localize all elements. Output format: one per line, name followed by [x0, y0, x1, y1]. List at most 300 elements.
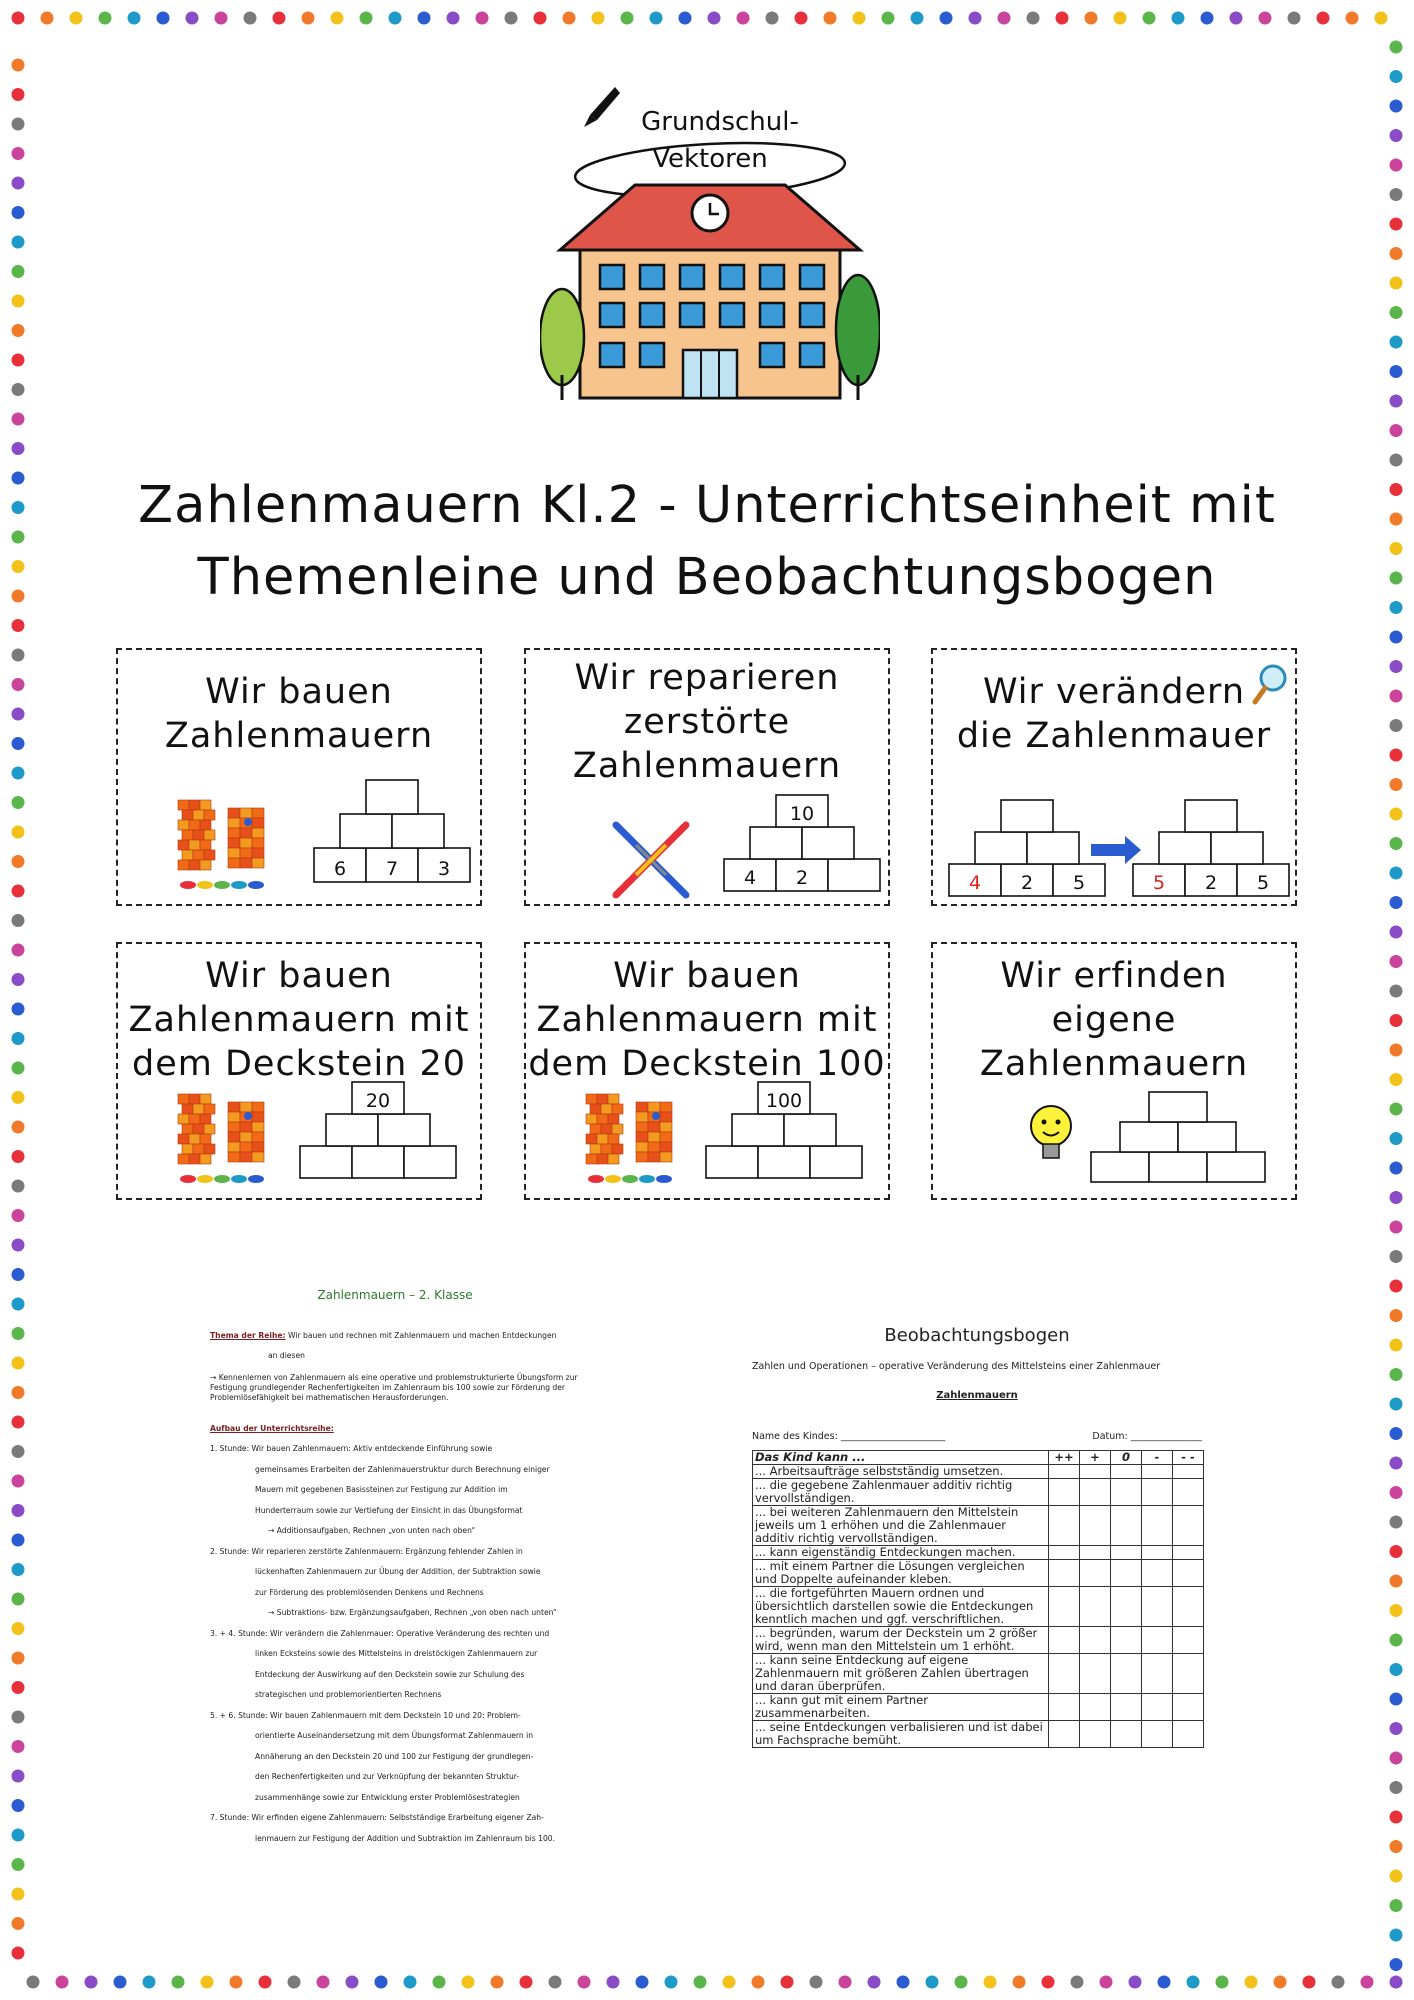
frame-dot	[1390, 926, 1403, 939]
rating-cell	[1111, 1587, 1142, 1627]
card-title-line: Wir erfinden	[1000, 956, 1228, 996]
frame-dot	[12, 472, 25, 485]
frame-dot	[12, 295, 25, 308]
thema-text-2: an diesen	[268, 1351, 305, 1360]
criterion-cell: ... die gegebene Zahlenmauer additiv richtig vervollständigen.	[753, 1479, 1049, 1506]
frame-dot	[1201, 12, 1214, 25]
frame-dot	[1390, 1575, 1403, 1588]
frame-dot	[12, 1357, 25, 1370]
rating-cell	[1142, 1506, 1173, 1546]
rating-cell	[1142, 1721, 1173, 1748]
criterion-cell: ... mit einem Partner die Lösungen vergleichen und Doppelte aufeinander kleben.	[753, 1560, 1049, 1587]
rating-cell	[1049, 1587, 1080, 1627]
frame-dot	[12, 265, 25, 278]
frame-dot	[1390, 1976, 1403, 1989]
lego-figure-icon	[586, 1094, 672, 1183]
frame-dot	[766, 12, 779, 25]
frame-dot	[708, 12, 721, 25]
frame-dot	[1216, 1976, 1229, 1989]
frame-dot	[12, 1386, 25, 1399]
frame-dot	[12, 796, 25, 809]
frame-dot	[462, 1976, 475, 1989]
rating-header: +	[1080, 1451, 1111, 1465]
frame-dot	[1259, 12, 1272, 25]
rating-cell	[1173, 1721, 1204, 1748]
frame-dot	[1390, 1870, 1403, 1883]
rating-cell	[1142, 1479, 1173, 1506]
frame-dot	[12, 767, 25, 780]
rating-cell	[1111, 1654, 1142, 1694]
frame-dot	[940, 12, 953, 25]
card-title-line: Wir verändern	[982, 672, 1246, 712]
observation-sheet-title: Beobachtungsbogen	[884, 1325, 1070, 1346]
frame-dot	[1390, 1958, 1403, 1971]
frame-dot	[1129, 1976, 1142, 1989]
date-label: Datum: _______________	[1092, 1431, 1202, 1442]
frame-dot	[1390, 1280, 1403, 1293]
frame-dot	[911, 12, 924, 25]
frame-dot	[12, 914, 25, 927]
card-title-line: Zahlenmauern	[979, 1044, 1249, 1084]
lesson-line: lückenhaften Zahlenmauern zur Übung der Addition, der Subtraktion sowie	[255, 1567, 541, 1576]
frame-dot	[1390, 1073, 1403, 1086]
brick-number: 2	[1204, 872, 1218, 894]
header-cell: Das Kind kann ...	[753, 1451, 1049, 1465]
logo-line1: Grundschul-	[641, 107, 799, 137]
frame-dot	[157, 12, 170, 25]
frame-dot	[12, 1298, 25, 1311]
card-title-line: dem Deckstein 20	[131, 1044, 467, 1084]
frame-dot	[128, 12, 141, 25]
frame-dot	[12, 177, 25, 190]
thema-text: Wir bauen und rechnen mit Zahlenmauern und machen Entdeckungen	[288, 1330, 557, 1340]
criterion-cell: ... bei weiteren Zahlenmauern den Mittelstein jeweils um 1 erhöhen und die Zahlenmauer additiv richtig vervollständigen.	[753, 1506, 1049, 1546]
frame-dot	[12, 1711, 25, 1724]
rating-cell	[1173, 1627, 1204, 1654]
frame-dot	[12, 1799, 25, 1812]
frame-dot	[346, 1976, 359, 1989]
frame-dot	[12, 1829, 25, 1842]
rating-cell	[1080, 1627, 1111, 1654]
frame-dot	[317, 1976, 330, 1989]
frame-dot	[549, 1976, 562, 1989]
frame-dot	[12, 560, 25, 573]
frame-dot	[1390, 365, 1403, 378]
frame-dot	[12, 1622, 25, 1635]
frame-dot	[1390, 1752, 1403, 1765]
table-row	[753, 1560, 1204, 1587]
rating-cell	[1049, 1694, 1080, 1721]
frame-dot	[12, 1740, 25, 1753]
frame-dot	[723, 1976, 736, 1989]
rating-cell	[1080, 1479, 1111, 1506]
frame-dot	[897, 1976, 910, 1989]
rating-cell	[1142, 1627, 1173, 1654]
frame-dot	[99, 12, 112, 25]
frame-dot	[12, 1917, 25, 1930]
frame-dot	[1375, 12, 1388, 25]
frame-dot	[1288, 12, 1301, 25]
observation-sheet-document	[752, 1315, 1202, 1835]
frame-dot	[592, 12, 605, 25]
frame-dot	[1390, 1191, 1403, 1204]
frame-dot	[12, 944, 25, 957]
frame-dot	[1390, 1250, 1403, 1263]
frame-dot	[12, 413, 25, 426]
frame-dot	[1245, 1976, 1258, 1989]
rating-cell	[1049, 1654, 1080, 1694]
frame-dot	[12, 649, 25, 662]
rating-cell	[1142, 1465, 1173, 1479]
topic-card-5	[524, 942, 890, 1200]
tree-icon	[540, 289, 584, 385]
frame-dot	[1390, 159, 1403, 172]
name-label: Name des Kindes: ______________________	[752, 1431, 946, 1442]
lesson-line: 1. Stunde: Wir bauen Zahlenmauern: Aktiv entdeckende Einführung sowie	[210, 1444, 493, 1453]
frame-dot	[1390, 1604, 1403, 1617]
frame-dot	[1158, 1976, 1171, 1989]
frame-dot	[737, 12, 750, 25]
lesson-line: 3. + 4. Stunde: Wir verändern die Zahlenmauer: Operative Veränderung des rechten und	[210, 1628, 550, 1638]
frame-dot	[1390, 837, 1403, 850]
frame-dot	[12, 826, 25, 839]
rating-cell	[1049, 1560, 1080, 1587]
frame-dot	[1042, 1976, 1055, 1989]
frame-dot	[1390, 483, 1403, 496]
frame-dot	[1390, 1457, 1403, 1470]
frame-dot	[578, 1976, 591, 1989]
frame-dot	[12, 383, 25, 396]
rating-cell	[1080, 1546, 1111, 1560]
frame-dot	[1390, 660, 1403, 673]
lego-figure-icon	[178, 800, 264, 889]
tree-icon	[836, 275, 880, 385]
frame-dot	[1071, 1976, 1084, 1989]
frame-dot	[1390, 1486, 1403, 1499]
frame-dot	[12, 1445, 25, 1458]
frame-dot	[215, 12, 228, 25]
lesson-line: 7. Stunde: Wir erfinden eigene Zahlenmauern: Selbstständige Erarbeitung eigener Zah-	[210, 1813, 544, 1822]
criterion-cell: ... begründen, warum der Deckstein um 2 größer wird, wenn man den Mittelstein um 1 erhöht.	[753, 1627, 1049, 1654]
rating-cell	[1173, 1506, 1204, 1546]
lesson-line: den Rechenfertigkeiten und zur Verknüpfung der bekannten Struktur-	[255, 1772, 520, 1781]
lesson-line: zur Förderung des problemlösenden Denkens und Rechnens	[255, 1587, 484, 1597]
table-row	[753, 1587, 1204, 1627]
frame-dot	[186, 12, 199, 25]
frame-dot	[955, 1976, 968, 1989]
frame-dot	[302, 12, 315, 25]
topic-card-1	[116, 648, 482, 906]
lesson-line: 5. + 6. Stunde: Wir bauen Zahlenmauern mit dem Deckstein 10 und 20: Problem-	[210, 1710, 521, 1720]
frame-dot	[1390, 100, 1403, 113]
observation-sheet-subtitle: Zahlen und Operationen – operative Veränderung des Mittelsteins einer Zahlenmauer	[752, 1361, 1161, 1372]
frame-dot	[1390, 424, 1403, 437]
card-title-line: Zahlenmauern mit	[536, 1000, 878, 1040]
frame-dot	[12, 619, 25, 632]
frame-dot	[1390, 690, 1403, 703]
frame-dot	[12, 1150, 25, 1163]
brick-number: 7	[385, 858, 399, 880]
frame-dot	[12, 1888, 25, 1901]
frame-dot	[273, 12, 286, 25]
lesson-line: 2. Stunde: Wir reparieren zerstörte Zahlenmauern: Ergänzung fehlender Zahlen in	[210, 1546, 523, 1556]
lego-figure-icon	[178, 1094, 264, 1183]
card-title-line: Zahlenmauern	[164, 716, 434, 756]
criterion-cell: ... die fortgeführten Mauern ordnen und übersichtlich darstellen sowie die Entdeckungen kenntlich machen und ggf. verschriftlichen.	[753, 1587, 1049, 1627]
card-title	[526, 954, 888, 1086]
topic-card-6	[931, 942, 1297, 1200]
page-title	[60, 470, 1354, 614]
frame-dot	[12, 1770, 25, 1783]
frame-dot	[1390, 70, 1403, 83]
rating-cell	[1111, 1560, 1142, 1587]
frame-dot	[12, 590, 25, 603]
lesson-line: strategischen und problemorientierten Rechnens	[255, 1690, 442, 1699]
frame-dot	[1390, 778, 1403, 791]
frame-dot	[1390, 1368, 1403, 1381]
frame-dot	[447, 12, 460, 25]
brick-number: 6	[333, 858, 347, 880]
frame-dot	[12, 1475, 25, 1488]
frame-dot	[12, 354, 25, 367]
card-title-line: die Zahlenmauer	[956, 716, 1272, 756]
rating-cell	[1173, 1654, 1204, 1694]
frame-dot	[12, 678, 25, 691]
table-row	[753, 1627, 1204, 1654]
frame-dot	[1390, 218, 1403, 231]
rating-cell	[1173, 1479, 1204, 1506]
frame-dot	[1390, 1221, 1403, 1234]
frame-dot	[1390, 1132, 1403, 1145]
frame-dot	[1390, 1309, 1403, 1322]
frame-dot	[1390, 985, 1403, 998]
lesson-line: Hunderterraum sowie zur Vertiefung der Einsicht in das Übungsformat	[255, 1505, 523, 1515]
frame-dot	[70, 12, 83, 25]
card-title-line: dem Deckstein 100	[528, 1044, 886, 1084]
card-title	[118, 954, 480, 1086]
rating-cell	[1111, 1546, 1142, 1560]
frame-dot	[1390, 1929, 1403, 1942]
frame-dot	[1390, 1044, 1403, 1057]
frame-dot	[868, 1976, 881, 1989]
brick-number: 4	[968, 872, 982, 894]
school-logo	[540, 75, 880, 405]
frame-dot	[650, 12, 663, 25]
frame-dot	[1390, 1427, 1403, 1440]
frame-dot	[534, 12, 547, 25]
frame-dot	[1274, 1976, 1287, 1989]
rating-cell	[1049, 1546, 1080, 1560]
lesson-line: Annäherung an den Deckstein 20 und 100 zur Festigung der grundlegen-	[255, 1751, 534, 1761]
frame-dot	[1390, 395, 1403, 408]
frame-dot	[621, 12, 634, 25]
frame-dot	[1390, 1899, 1403, 1912]
frame-dot	[1390, 1339, 1403, 1352]
frame-dot	[1390, 719, 1403, 732]
frame-dot	[12, 1003, 25, 1016]
frame-dot	[433, 1976, 446, 1989]
rating-cell	[1173, 1694, 1204, 1721]
frame-dot	[476, 12, 489, 25]
frame-dot	[1390, 1840, 1403, 1853]
frame-dot	[665, 1976, 678, 1989]
frame-dot	[839, 1976, 852, 1989]
brick-number: 100	[765, 1090, 803, 1112]
frame-dot	[984, 1976, 997, 1989]
frame-dot	[12, 1239, 25, 1252]
rating-cell	[1080, 1721, 1111, 1748]
frame-dot	[12, 12, 25, 25]
card-title-line: eigene	[1051, 1000, 1177, 1040]
rating-cell	[1111, 1506, 1142, 1546]
rating-header: ++	[1049, 1451, 1080, 1465]
frame-dot	[1056, 12, 1069, 25]
frame-dot	[1390, 1516, 1403, 1529]
rating-cell	[1080, 1560, 1111, 1587]
frame-dot	[12, 885, 25, 898]
frame-dot	[389, 12, 402, 25]
lesson-list	[210, 1439, 580, 1849]
frame-dot	[1390, 808, 1403, 821]
rating-cell	[1049, 1479, 1080, 1506]
frame-dot	[1390, 188, 1403, 201]
criterion-cell: ... kann gut mit einem Partner zusammenarbeiten.	[753, 1694, 1049, 1721]
rating-cell	[1111, 1694, 1142, 1721]
rating-cell	[1173, 1587, 1204, 1627]
frame-dot	[1390, 1781, 1403, 1794]
frame-dot	[926, 1976, 939, 1989]
lesson-line: orientierte Auseinandersetzung mit dem Übungsformat Zahlenmauern in	[255, 1731, 534, 1740]
frame-dot	[1390, 306, 1403, 319]
rating-cell	[1049, 1627, 1080, 1654]
frame-dot	[679, 12, 692, 25]
table-row	[753, 1721, 1204, 1748]
table-row	[753, 1654, 1204, 1694]
aufbau-heading: Aufbau der Unterrichtsreihe:	[210, 1423, 334, 1433]
frame-dot	[1390, 867, 1403, 880]
frame-dot	[12, 973, 25, 986]
frame-dot	[375, 1976, 388, 1989]
frame-dot	[1390, 631, 1403, 644]
brick-number: 3	[437, 858, 451, 880]
topic-card-2	[524, 648, 890, 906]
frame-dot	[12, 206, 25, 219]
frame-dot	[1114, 12, 1127, 25]
rating-header: -	[1142, 1451, 1173, 1465]
frame-dot	[1390, 277, 1403, 290]
kennen-text: → Kennenlernen von Zahlenmauern als eine operative und problemstrukturierte Übungsform zur Festigung grundlegender Rechenfertigkeiten im Zahlenraum bis 100 sowie zur Förderung der Problemlösefähigkeit bei mathematischen Herausforderungen.	[210, 1372, 578, 1402]
logo-line2: Vektoren	[652, 144, 768, 174]
frame-dot	[694, 1976, 707, 1989]
topic-card-4	[116, 942, 482, 1200]
frame-dot	[201, 1976, 214, 1989]
observation-table	[752, 1450, 1204, 1748]
frame-dot	[12, 501, 25, 514]
frame-dot	[1230, 12, 1243, 25]
frame-dot	[12, 1563, 25, 1576]
frame-dot	[12, 737, 25, 750]
frame-dot	[1390, 129, 1403, 142]
frame-dot	[143, 1976, 156, 1989]
frame-dot	[12, 442, 25, 455]
lesson-plan-title: Zahlenmauern – 2. Klasse	[317, 1288, 473, 1302]
rating-cell	[1142, 1546, 1173, 1560]
frame-dot	[418, 12, 431, 25]
frame-dot	[1346, 12, 1359, 25]
frame-dot	[795, 12, 808, 25]
criterion-cell: ... kann seine Entdeckung auf eigene Zahlenmauern mit größeren Zahlen übertragen und daran überprüfen.	[753, 1654, 1049, 1694]
card-title-line: Wir bauen	[205, 956, 393, 996]
frame-dot	[563, 12, 576, 25]
frame-dot	[12, 708, 25, 721]
frame-dot	[172, 1976, 185, 1989]
lesson-line: lenmauern zur Festigung der Addition und Subtraktion im Zahlenraum bis 100.	[255, 1833, 556, 1843]
lesson-line: zusammenhänge sowie zur Entwicklung erster Problemlösestrategien	[255, 1792, 520, 1802]
frame-dot	[1100, 1976, 1113, 1989]
rating-cell	[1173, 1546, 1204, 1560]
frame-dot	[607, 1976, 620, 1989]
brick-number: 2	[795, 867, 809, 889]
frame-dot	[752, 1976, 765, 1989]
frame-dot	[12, 1416, 25, 1429]
frame-dot	[12, 1180, 25, 1193]
frame-dot	[1390, 749, 1403, 762]
name-date-line	[752, 1431, 1202, 1442]
pen-icon	[584, 87, 620, 127]
frame-dot	[12, 855, 25, 868]
rating-cell	[1049, 1506, 1080, 1546]
frame-dot	[1390, 1693, 1403, 1706]
frame-dot	[1390, 41, 1403, 54]
lesson-line: linken Ecksteins sowie des Mittelsteins in dreistöckigen Zahlenmauern zur	[255, 1649, 538, 1658]
title-line2: Themenleine und Beobachtungsbogen	[197, 548, 1217, 607]
frame-dot	[12, 1121, 25, 1134]
frame-dot	[331, 12, 344, 25]
frame-dot	[1390, 1663, 1403, 1676]
topic-card-3	[931, 648, 1297, 906]
frame-dot	[1187, 1976, 1200, 1989]
frame-dot	[360, 12, 373, 25]
frame-dot	[1317, 12, 1330, 25]
frame-dot	[12, 1504, 25, 1517]
lesson-line: gemeinsames Erarbeiten der Zahlenmauerstruktur durch Berechnung einiger	[255, 1464, 550, 1474]
frame-dot	[12, 1062, 25, 1075]
rating-header: 0	[1111, 1451, 1142, 1465]
frame-dot	[1332, 1976, 1345, 1989]
frame-dot	[1390, 1162, 1403, 1175]
rating-cell	[1049, 1465, 1080, 1479]
frame-dot	[12, 1032, 25, 1045]
frame-dot	[1390, 1103, 1403, 1116]
table-row	[753, 1479, 1204, 1506]
lesson-line: → Subtraktions- bzw. Ergänzungsaufgaben, Rechnen „von oben nach unten“	[268, 1608, 557, 1617]
frame-dot	[27, 1976, 40, 1989]
card-title	[933, 670, 1295, 758]
frame-dot	[1013, 1976, 1026, 1989]
frame-dot	[998, 12, 1011, 25]
frame-dot	[12, 88, 25, 101]
frame-dot	[12, 1681, 25, 1694]
frame-dot	[636, 1976, 649, 1989]
frame-dot	[505, 12, 518, 25]
rating-cell	[1142, 1654, 1173, 1694]
frame-dot	[1027, 12, 1040, 25]
frame-dot	[288, 1976, 301, 1989]
frame-dot	[520, 1976, 533, 1989]
frame-dot	[12, 59, 25, 72]
frame-dot	[1390, 336, 1403, 349]
rating-cell	[1080, 1654, 1111, 1694]
